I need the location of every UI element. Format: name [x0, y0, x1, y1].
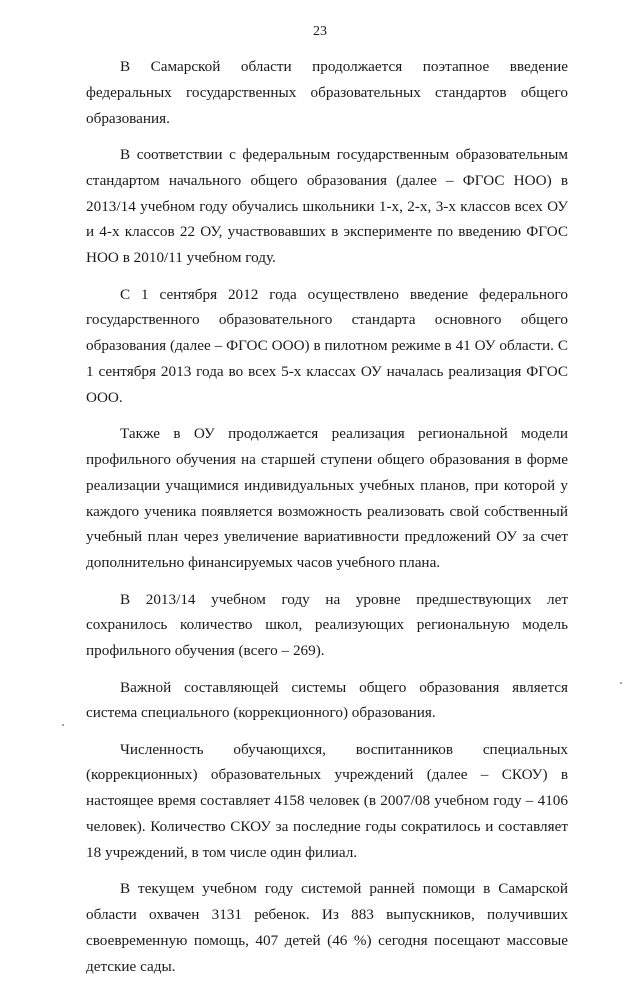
- paragraph-6: Важной составляющей системы общего образования является система специального (коррекционного) образования.: [86, 678, 568, 722]
- paragraph-4: Также в ОУ продолжается реализация региональной модели профильного обучения на старшей ступени общего образования в форме реализации учащимися индивидуальных учебных планов, при которой у каждого ученика появляется возможность реализовать свой собственный учебный план через увеличение вариативности предложений ОУ за счет дополнительно финансируемых часов учебного плана.: [86, 425, 568, 572]
- paragraph-2: В соответствии с федеральным государственным образовательным стандартом начального общего образования (далее – ФГОС НОО) в 2013/14 учебном году обучались школьники 1-х, 2-х, 3-х классов всех ОУ и 4-х классов 22 ОУ, участвовавших в эксперименте по введению ФГОС НОО в 2010/11 учебном году.: [86, 145, 568, 267]
- paragraph-1: В Самарской области продолжается поэтапное введение федеральных государственных образовательных стандартов общего образования.: [86, 58, 568, 127]
- page-number: 23: [313, 24, 327, 39]
- body-text: [86, 54, 568, 990]
- scan-speck: [62, 724, 64, 726]
- paragraph-3: С 1 сентября 2012 года осуществлено введение федерального государственного образовательного стандарта основного общего образования (далее – ФГОС ООО) в пилотном режиме в 41 ОУ области. С 1 сентября 2013 года во всех 5-х классах ОУ началась реализация ФГОС ООО.: [86, 285, 568, 406]
- paragraph-5: В 2013/14 учебном году на уровне предшествующих лет сохранилось количество школ, реализующих региональную модель профильного обучения (всего – 269).: [86, 590, 568, 660]
- scan-speck: [620, 682, 622, 684]
- paragraph-8: В текущем учебном году системой ранней помощи в Самарской области охвачен 3131 ребенок. Из 883 выпускников, получивших своевременную помощь, 407 детей (46 %) сегодня посещают массовые детские сады.: [86, 880, 568, 975]
- paragraph-7: Численность обучающихся, воспитанников специальных (коррекционных) образовательных учреждений (далее – СКОУ) в настоящее время составляет 4158 человек (в 2007/08 учебном году – 4106 человек). Количество СКОУ за последние годы сократилось и составляет 18 учреждений, в том числе один филиал.: [86, 740, 568, 861]
